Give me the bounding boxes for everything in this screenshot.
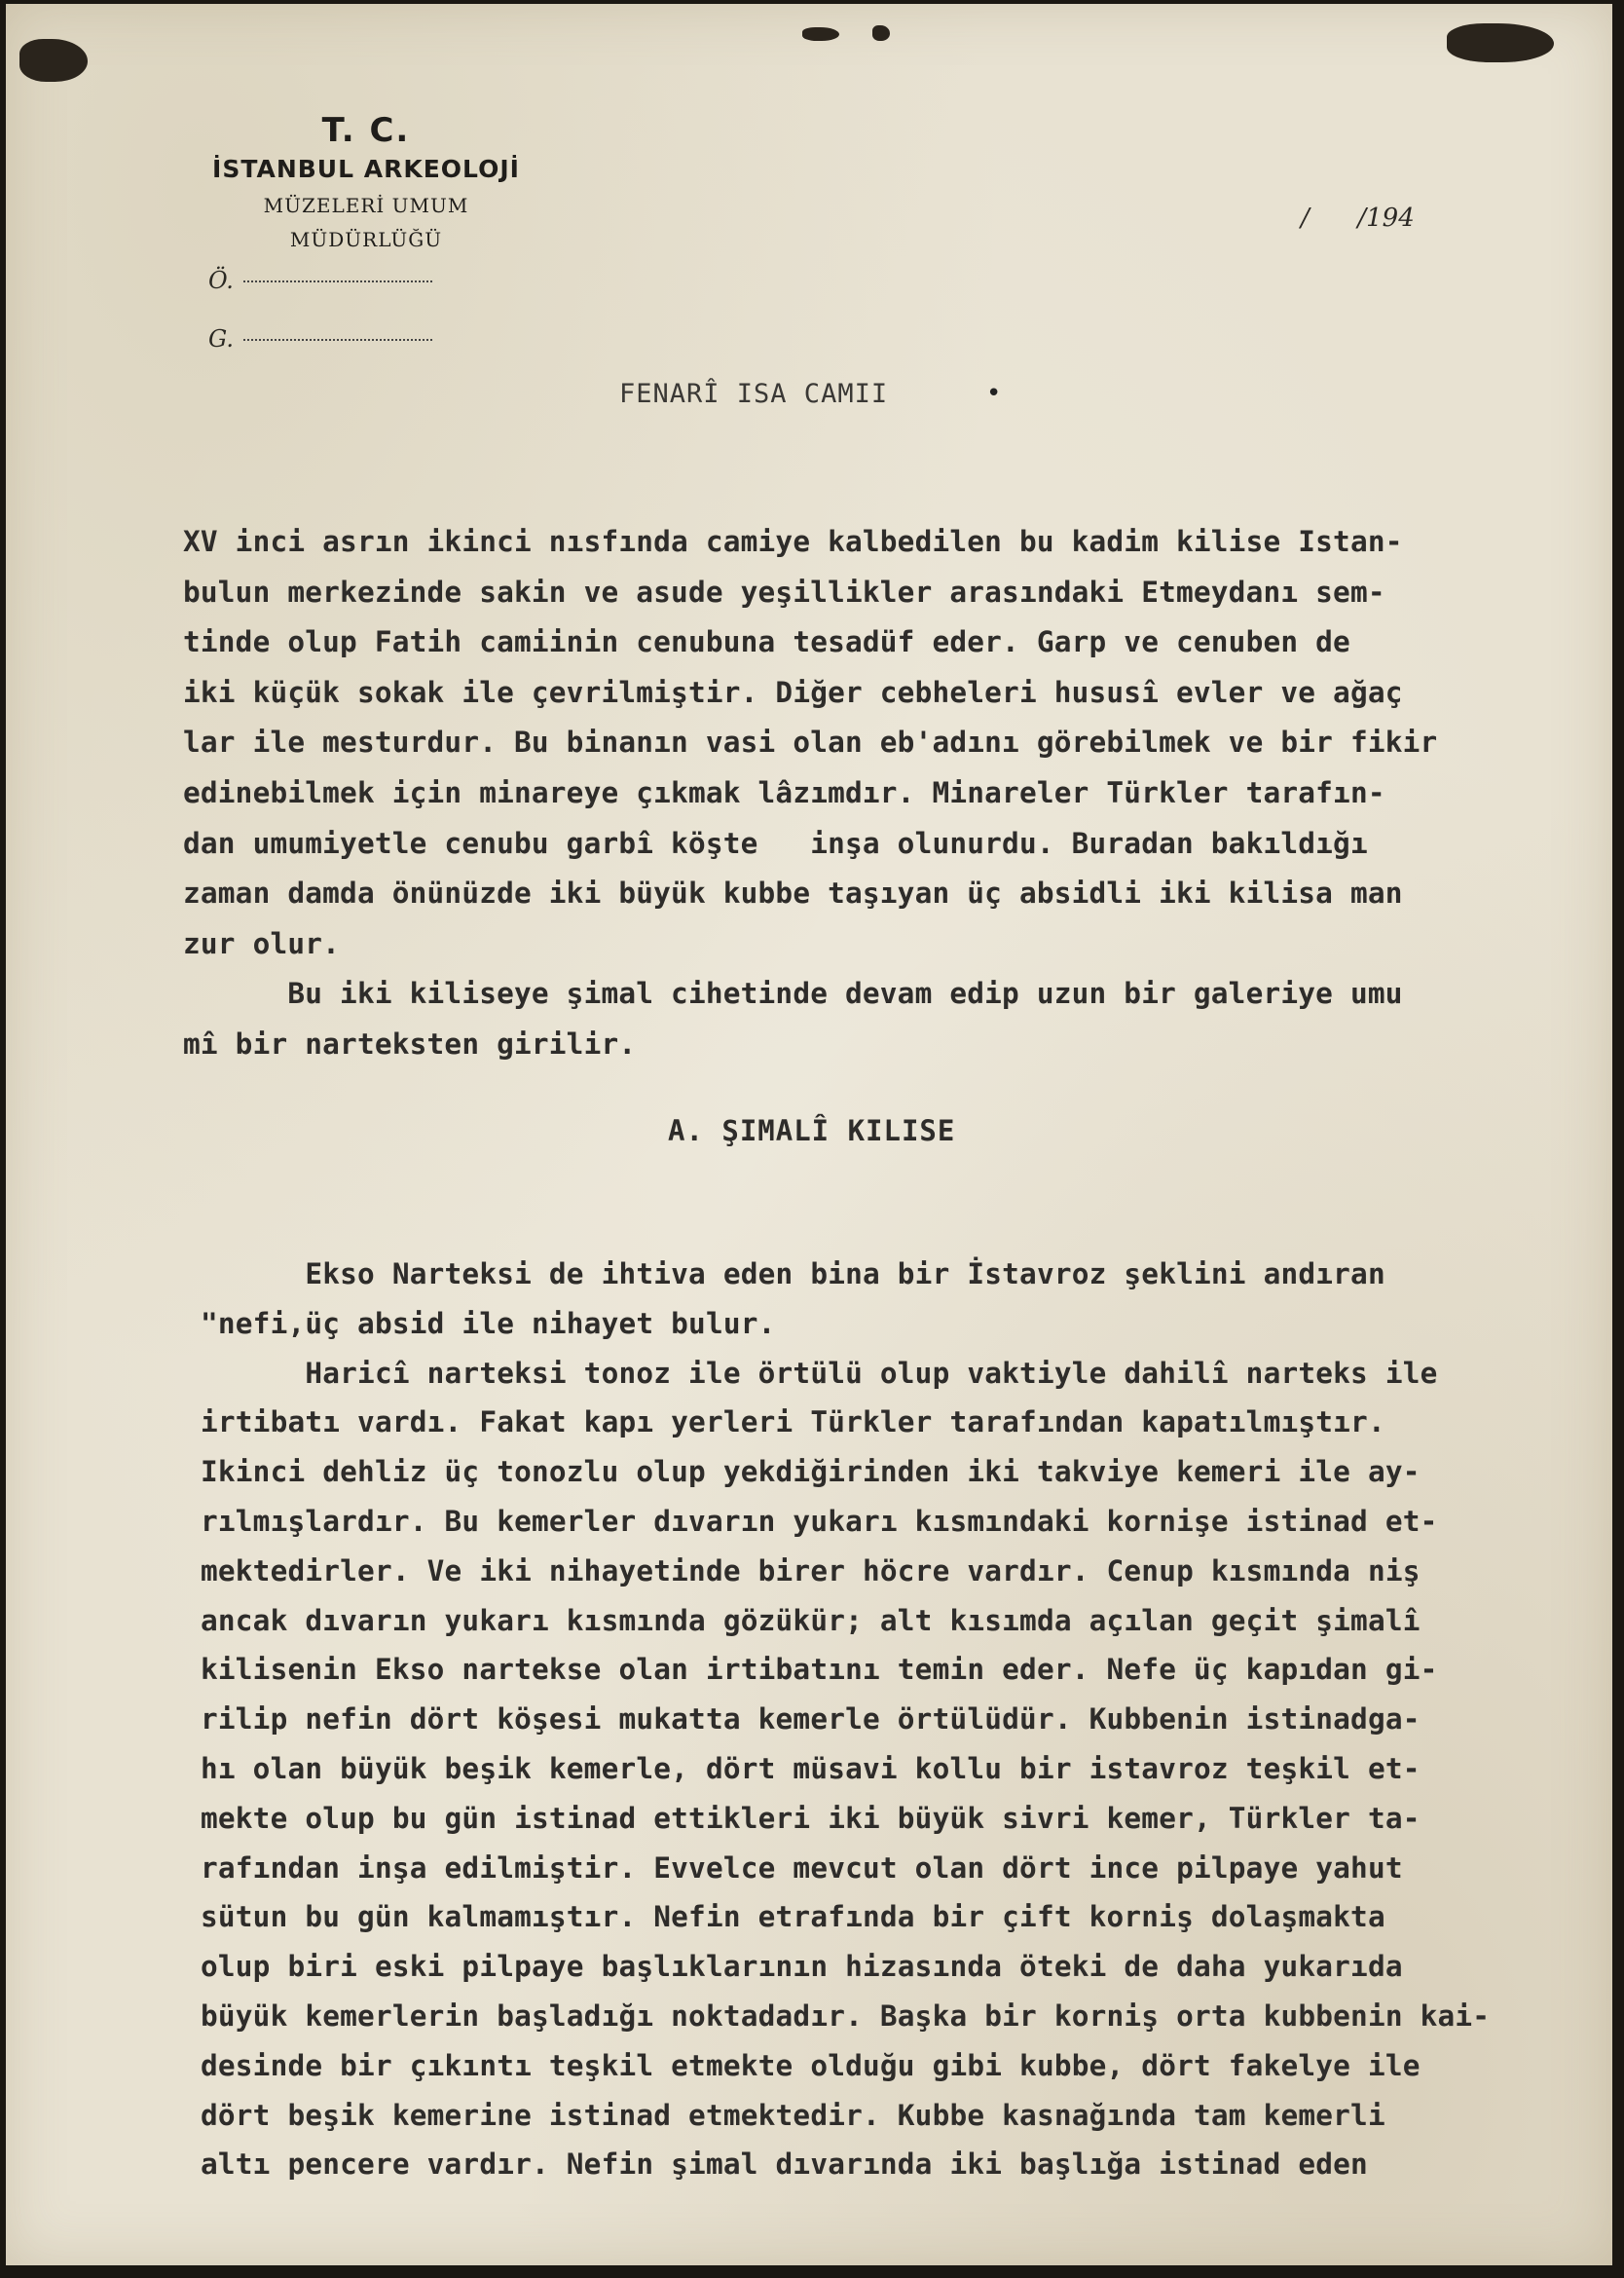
text-line: desinde bir çıkıntı teşkil etmekte olduğu gibi kubbe, dört fakelye ile xyxy=(201,2048,1421,2082)
text-line: kilisenin Ekso nartekse olan irtibatını temin eder. Nefe üç kapıdan gi- xyxy=(201,1653,1438,1687)
text-line: rafından inşa edilmiştir. Evvelce mevcut olan dört ince pilpaye yahut xyxy=(201,1850,1403,1885)
text-line: dan umumiyetle cenubu garbî köşte inşa olunurdu. Buradan bakıldığı xyxy=(183,826,1368,860)
text-line: ancak dıvarın yukarı kısmında gözükür; alt kısımda açılan geçit şimalî xyxy=(201,1603,1421,1637)
torn-hole-top-center-2 xyxy=(872,25,890,41)
text-line: Bu iki kiliseye şimal cihetinde devam edip uzun bir galeriye umu xyxy=(183,977,1403,1011)
text-line: mî bir narteksten girilir. xyxy=(183,1027,637,1061)
letterhead-institution: İSTANBUL ARKEOLOJİ xyxy=(212,155,520,183)
reference-label-o: Ö. xyxy=(208,267,234,294)
text-line: dört beşik kemerine istinad etmektedir. Kubbe kasnağında tam kemerli xyxy=(201,2098,1385,2132)
text-line: zur olur. xyxy=(183,926,341,960)
text-line: XV inci asrın ikinci nısfında camiye kalbedilen bu kadim kilise Istan- xyxy=(183,525,1403,558)
text-line: mektedirler. Ve iki nihayetinde birer höcre vardır. Cenup kısmında niş xyxy=(201,1553,1421,1587)
text-line: büyük kemerlerin başladığı noktadadır. Başka bir korniş orta kubbenin kai- xyxy=(201,1999,1491,2033)
reference-label-g: G. xyxy=(208,325,234,353)
text-line: altı pencere vardır. Nefin şimal dıvarında iki başlığa istinad eden xyxy=(201,2147,1368,2182)
text-line: zaman damda önünüzde iki büyük kubbe taşıyan üç absidli iki kilisa man xyxy=(183,877,1403,911)
section-heading: A. ŞIMALÎ KILISE xyxy=(668,1114,956,1147)
text-line: bulun merkezinde sakin ve asude yeşillikler arasındaki Etmeydanı sem- xyxy=(183,575,1385,609)
text-line: rılmışlardır. Bu kemerler dıvarın yukarı kısmındaki kornişe istinad et- xyxy=(201,1505,1438,1538)
letterhead-subtitle-line2: MÜDÜRLÜĞÜ xyxy=(289,228,443,251)
document-page xyxy=(6,4,1612,2265)
text-line: Haricî narteksi tonoz ile örtülü olup vaktiyle dahilî narteks ile xyxy=(201,1356,1438,1390)
text-line: "nefi,üç absid ile nihayet bulur. xyxy=(201,1306,776,1340)
reference-field-o xyxy=(208,267,432,294)
text-line: irtibatı vardı. Fakat kapı yerleri Türkler tarafından kapatılmıştır. xyxy=(201,1405,1385,1439)
torn-corner-top-right xyxy=(1447,23,1554,62)
text-line: sütun bu gün kalmamıştır. Nefin etrafında bir çift korniş dolaşmakta xyxy=(201,1900,1385,1934)
text-line: rilip nefin dört köşesi mukatta kemerle örtülüdür. Kubbenin istinadga- xyxy=(201,1702,1421,1737)
date-field: / /194 xyxy=(1301,204,1415,233)
torn-corner-top-left xyxy=(19,39,88,82)
text-line: tinde olup Fatih camiinin cenubuna tesadüf eder. Garp ve cenuben de xyxy=(183,625,1350,659)
letterhead-subtitle-line1: MÜZELERİ UMUM xyxy=(263,194,469,217)
text-line: olup biri eski pilpaye başlıklarının hizasında öteki de daha yukarıda xyxy=(201,1950,1403,1984)
document-title: FENARÎ ISA CAMII xyxy=(619,379,889,409)
text-line: Ikinci dehliz üç tonozlu olup yekdiğirinden iki takviye kemeri ile ay- xyxy=(201,1455,1421,1489)
reference-field-g xyxy=(208,325,432,353)
reference-dotted-line-g xyxy=(243,339,432,341)
text-line: Ekso Narteksi de ihtiva eden bina bir İstavroz şeklini andıran xyxy=(201,1257,1385,1290)
text-line: mekte olup bu gün istinad ettikleri iki büyük sivri kemer, Türkler ta- xyxy=(201,1801,1421,1835)
reference-dotted-line-o xyxy=(243,280,432,282)
text-line: hı olan büyük beşik kemerle, dört müsavi kollu bir istavroz teşkil et- xyxy=(201,1752,1421,1785)
text-line: lar ile mesturdur. Bu binanın vasi olan eb'adını görebilmek ve bir fikir xyxy=(183,726,1438,760)
text-line: iki küçük sokak ile çevrilmiştir. Diğer cebheleri hususî evler ve ağaç xyxy=(183,675,1403,709)
torn-hole-top-center xyxy=(802,27,839,41)
text-line: edinebilmek için minareye çıkmak lâzımdır. Minareler Türkler tarafın- xyxy=(183,776,1385,809)
letterhead-country: T. C. xyxy=(321,111,411,150)
title-mark: • xyxy=(986,379,1002,408)
